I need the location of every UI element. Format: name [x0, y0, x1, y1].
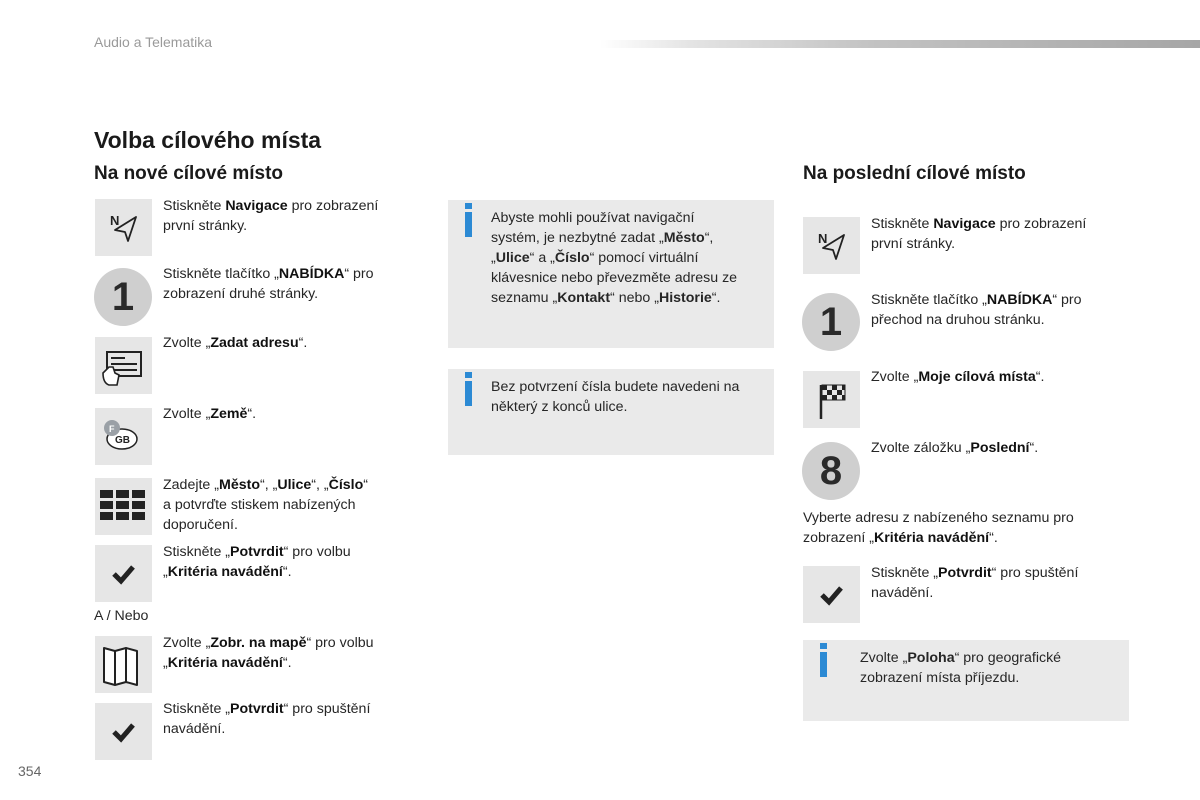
- svg-text:N: N: [818, 231, 828, 246]
- checkered-flag-icon: [803, 371, 860, 428]
- page-number: 354: [18, 763, 42, 779]
- left-step-7-text: Zvolte „Zobr. na mapě“ pro volbu „Kritéria navádění“.: [163, 635, 374, 671]
- right-step-3-text: Zvolte „Moje cílová místa“.: [871, 369, 1045, 385]
- left-step-4-text: Zvolte „Země“.: [163, 406, 257, 422]
- svg-text:F: F: [109, 424, 115, 434]
- number-1-icon: 1: [94, 268, 152, 326]
- country-icon: [95, 408, 152, 465]
- left-step-6-text: Stiskněte „Potvrdit“ pro volbu „Kritéria navádění“.: [163, 544, 351, 580]
- header-gradient-bar: [600, 40, 1200, 48]
- confirm-icon: [95, 703, 152, 760]
- svg-text:N: N: [110, 213, 120, 228]
- navigation-icon: [803, 217, 860, 274]
- left-step-5-text: Zadejte „Město“, „Ulice“, „Číslo“ a potvrďte stiskem nabízených doporučení.: [163, 477, 369, 533]
- header-section: Audio a Telematika: [94, 34, 213, 50]
- left-heading: Na nové cílové místo: [94, 163, 284, 184]
- navigation-icon: [95, 199, 152, 256]
- info-box-position-text: Zvolte „Poloha“ pro geografické zobrazení místa příjezdu.: [860, 650, 1062, 686]
- left-step-1-text: Stiskněte Navigace pro zobrazení první stránky.: [163, 198, 379, 234]
- info-box-house-number-text: Bez potvrzení čísla budete navedeni na některý z konců ulice.: [491, 379, 740, 415]
- confirm-icon: [803, 566, 860, 623]
- keyboard-icon: [95, 478, 152, 535]
- right-step-5-text: Stiskněte „Potvrdit“ pro spuštění navádění.: [871, 565, 1079, 601]
- right-heading: Na poslední cílové místo: [803, 163, 1026, 184]
- info-box-position: [803, 640, 1129, 721]
- right-step-2-text: Stiskněte tlačítko „NABÍDKA“ pro přechod na druhou stránku.: [871, 292, 1082, 328]
- or-separator: A / Nebo: [94, 608, 149, 624]
- left-step-8-text: Stiskněte „Potvrdit“ pro spuštění navádění.: [163, 701, 371, 737]
- select-address-text: Vyberte adresu z nabízeného seznamu pro zobrazení „Kritéria navádění“.: [803, 510, 1074, 546]
- info-box-house-number: [448, 369, 774, 455]
- left-step-3-text: Zvolte „Zadat adresu“.: [163, 335, 308, 351]
- confirm-icon: [95, 545, 152, 602]
- right-step-1-text: Stiskněte Navigace pro zobrazení první stránky.: [871, 216, 1087, 252]
- address-entry-icon: [95, 337, 152, 394]
- info-box-requirements-text: Abyste mohli používat navigační systém, je nezbytné zadat „Město“, „Ulice“ a „Číslo“ pomocí virtuální klávesnice nebo převezměte adresu ze seznamu „Kontakt“ nebo „Historie“.: [491, 210, 738, 306]
- number-8-icon: 8: [802, 442, 860, 500]
- page-title: Volba cílového místa: [94, 127, 322, 153]
- right-step-4-text: Zvolte záložku „Poslední“.: [871, 440, 1039, 456]
- info-icon: [465, 212, 472, 237]
- map-icon: [95, 636, 152, 693]
- svg-text:GB: GB: [115, 435, 130, 446]
- info-box-requirements: [448, 200, 774, 348]
- number-1-icon: 1: [802, 293, 860, 351]
- left-step-2-text: Stiskněte tlačítko „NABÍDKA“ pro zobrazení druhé stránky.: [163, 266, 374, 302]
- info-icon: [820, 652, 827, 677]
- info-icon: [465, 381, 472, 406]
